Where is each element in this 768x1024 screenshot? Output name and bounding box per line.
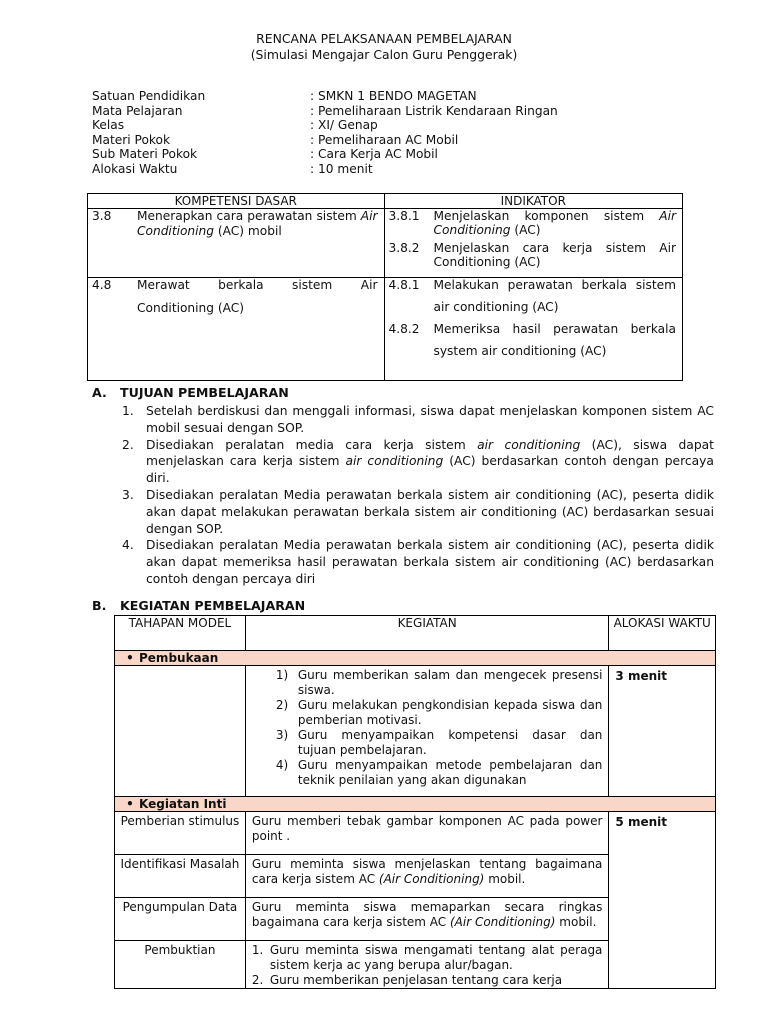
- tahapan-cell: [115, 812, 246, 855]
- alokasi-header: ALOKASI WAKTU: [609, 616, 716, 651]
- document-subtitle: (Simulasi Mengajar Calon Guru Penggerak): [250, 47, 518, 62]
- list-text: Guru meminta siswa mengamati tentang alat peraga sistem kerja ac yang berupa alur/bagan.: [269, 943, 603, 972]
- section-letter: B.: [92, 598, 107, 613]
- list-number: 3.: [122, 487, 134, 502]
- indikator-number: 3.8.1: [388, 209, 420, 223]
- indikator-cell: [384, 278, 683, 381]
- tahapan-cell: [115, 941, 246, 989]
- list-text: Guru melakukan pengkondisian kepada siswa dan pemberian motivasi.: [297, 698, 603, 727]
- kd-number: 4.8: [92, 278, 112, 292]
- identity-value: : SMKN 1 BENDO MAGETAN: [310, 89, 477, 103]
- kegiatan-text-part: mobil.: [555, 915, 597, 929]
- indikator-header: INDIKATOR: [384, 194, 683, 209]
- tahapan-label: Identifikasi Masalah: [120, 857, 240, 871]
- list-number: 1): [275, 668, 289, 682]
- tahapan-label: Pembuktian: [144, 943, 216, 957]
- tahapan-header: TAHAPAN MODEL: [115, 616, 246, 651]
- kegiatan-text: Guru memberi tebak gambar komponen AC pada power point .: [251, 814, 603, 843]
- pembukaan-steps: [246, 666, 609, 794]
- identity-label: Materi Pokok: [92, 132, 171, 147]
- list-item: [122, 403, 714, 437]
- tahapan-label: Pemberian stimulus: [120, 814, 240, 828]
- kegiatan-cell: [245, 812, 609, 855]
- identity-value: : Cara Kerja AC Mobil: [310, 147, 438, 162]
- tahapan-label: Pengumpulan Data: [122, 900, 238, 914]
- identity-label: Mata Pelajaran: [92, 103, 183, 118]
- kd-text: Merawat berkala sistem Air Conditioning (AC): [137, 278, 378, 315]
- kegiatan-cell: [245, 898, 609, 941]
- bullet: •: [126, 651, 134, 665]
- phase-label: Pembukaan: [139, 651, 219, 665]
- list-text: Disediakan peralatan media cara kerja sistem: [146, 437, 478, 452]
- list-item: [276, 728, 603, 758]
- identity-label: Alokasi Waktu: [92, 161, 178, 176]
- list-text: Guru menyampaikan metode pembelajaran dan teknik penilaian yang akan digunakan: [297, 758, 603, 787]
- kd-cell: [88, 209, 385, 278]
- section-letter: A.: [92, 385, 107, 400]
- list-text: Guru memberikan salam dan mengecek presensi siswa.: [297, 668, 603, 697]
- section-title: KEGIATAN PEMBELAJARAN: [120, 598, 306, 613]
- list-item: [252, 973, 603, 988]
- kd-cell: [88, 278, 385, 381]
- list-text-italic: air conditioning: [477, 437, 581, 452]
- kd-item: [88, 274, 384, 320]
- kd-text: (AC) mobil: [214, 224, 282, 238]
- indikator-item: [385, 318, 683, 362]
- pembuktian-steps: [246, 941, 609, 988]
- phase-pembukaan: [115, 651, 716, 666]
- indikator-item: [385, 209, 683, 237]
- indikator-cell: [384, 209, 683, 278]
- indikator-item: [385, 241, 683, 269]
- kompetensi-table: [87, 193, 683, 381]
- kd-text: Menerapkan cara perawatan sistem: [137, 209, 361, 223]
- list-item: [122, 437, 714, 487]
- list-text: Disediakan peralatan Media perawatan berkala sistem air conditioning (AC), peserta didik akan dapat melakukan perawatan berkala sistem air conditioning (AC) berdasarkan sesuai dengan SOP.: [146, 487, 714, 536]
- list-item: [122, 487, 714, 537]
- identity-value: : 10 menit: [310, 161, 373, 176]
- identity-label: Satuan Pendidikan: [92, 89, 206, 103]
- indikator-text-italic: Air Conditioning: [433, 209, 676, 237]
- tahapan-cell: [115, 855, 246, 898]
- list-number: 2.: [251, 973, 264, 987]
- list-text: Guru menyampaikan kompetensi dasar dan tujuan pembelajaran.: [297, 728, 603, 757]
- kd-item: [88, 209, 384, 239]
- list-number: 3): [275, 728, 289, 742]
- kegiatan-text-part: mobil.: [484, 872, 526, 886]
- indikator-number: 3.8.2: [388, 241, 420, 255]
- kd-number: 3.8: [92, 209, 112, 223]
- alokasi-cell: 3 menit: [609, 666, 716, 797]
- list-text-italic: air conditioning: [345, 454, 444, 469]
- kd-text-italic: Air Conditioning: [137, 209, 378, 238]
- list-text: (AC) berdasarkan contoh dengan percaya diri.: [146, 454, 714, 486]
- section-b-heading: [92, 598, 305, 613]
- section-title: TUJUAN PEMBELAJARAN: [120, 385, 289, 400]
- phase-kegiatan-inti: [115, 797, 716, 812]
- tujuan-list: [122, 403, 714, 588]
- kegiatan-text: [246, 855, 609, 889]
- list-item: [252, 943, 603, 973]
- list-item: [276, 698, 603, 728]
- tahapan-cell: [115, 666, 246, 797]
- list-number: 4): [275, 758, 289, 772]
- identity-value: : XI/ Genap: [310, 118, 378, 133]
- indikator-text: Menjelaskan cara kerja sistem Air Conditioning (AC): [433, 241, 676, 269]
- alokasi-cell: 5 menit: [609, 812, 716, 989]
- identity-label: Kelas: [92, 118, 125, 133]
- kegiatan-text-part: Guru meminta siswa menjelaskan tentang bagaimana cara kerja sistem AC: [251, 857, 603, 886]
- kegiatan-cell: [245, 666, 609, 797]
- list-number: 2): [275, 698, 289, 712]
- kegiatan-text-part: Guru meminta siswa memaparkan secara ringkas bagaimana cara kerja sistem AC: [251, 900, 603, 929]
- kegiatan-text-italic: (Air Conditioning): [378, 872, 485, 886]
- list-text: Setelah berdiskusi dan menggali informasi, siswa dapat menjelaskan komponen sistem AC mobil sesuai dengan SOP.: [146, 404, 714, 435]
- section-a-heading: [92, 385, 289, 400]
- indikator-number: 4.8.1: [388, 278, 420, 292]
- list-item: [276, 668, 603, 698]
- kegiatan-text-italic: (Air Conditioning): [449, 915, 556, 929]
- indikator-text: (AC): [510, 223, 541, 237]
- list-text: Guru memberikan penjelasan tentang cara kerja: [269, 973, 563, 987]
- phase-label: Kegiatan Inti: [139, 797, 227, 811]
- tahapan-cell: [115, 898, 246, 941]
- list-number: 1.: [251, 943, 264, 957]
- document-title: RENCANA PELAKSANAAN PEMBELAJARAN: [256, 31, 512, 46]
- kegiatan-cell: [245, 855, 609, 898]
- list-item: [276, 758, 603, 788]
- list-number: 1.: [122, 404, 134, 418]
- identity-value: : Pemeliharaan AC Mobil: [310, 132, 459, 147]
- kd-header: KOMPETENSI DASAR: [88, 194, 385, 209]
- identity-value: : Pemeliharaan Listrik Kendaraan Ringan: [310, 103, 558, 118]
- list-text: Disediakan peralatan Media perawatan berkala sistem air conditioning (AC), peserta didik akan dapat memeriksa hasil perawatan berkala sistem air conditioning (AC) berdasarkan contoh dengan percaya diri: [146, 538, 714, 586]
- indikator-number: 4.8.2: [388, 322, 420, 336]
- indikator-item: [385, 274, 683, 318]
- list-number: 4.: [122, 538, 134, 553]
- kegiatan-text: [246, 898, 609, 932]
- list-item: [122, 537, 714, 587]
- indikator-text: Memeriksa hasil perawatan berkala system air conditioning (AC): [433, 322, 676, 358]
- bullet: •: [126, 797, 134, 811]
- list-number: 2.: [122, 437, 134, 452]
- kegiatan-table: [114, 615, 716, 989]
- list-text: (AC), siswa dapat menjelaskan cara kerja sistem: [146, 437, 714, 469]
- kegiatan-cell: [245, 941, 609, 989]
- kegiatan-header: KEGIATAN: [245, 616, 609, 651]
- indikator-text: Menjelaskan komponen sistem: [433, 209, 660, 223]
- identity-label: Sub Materi Pokok: [92, 147, 198, 162]
- indikator-text: Melakukan perawatan berkala sistem air conditioning (AC): [433, 278, 676, 314]
